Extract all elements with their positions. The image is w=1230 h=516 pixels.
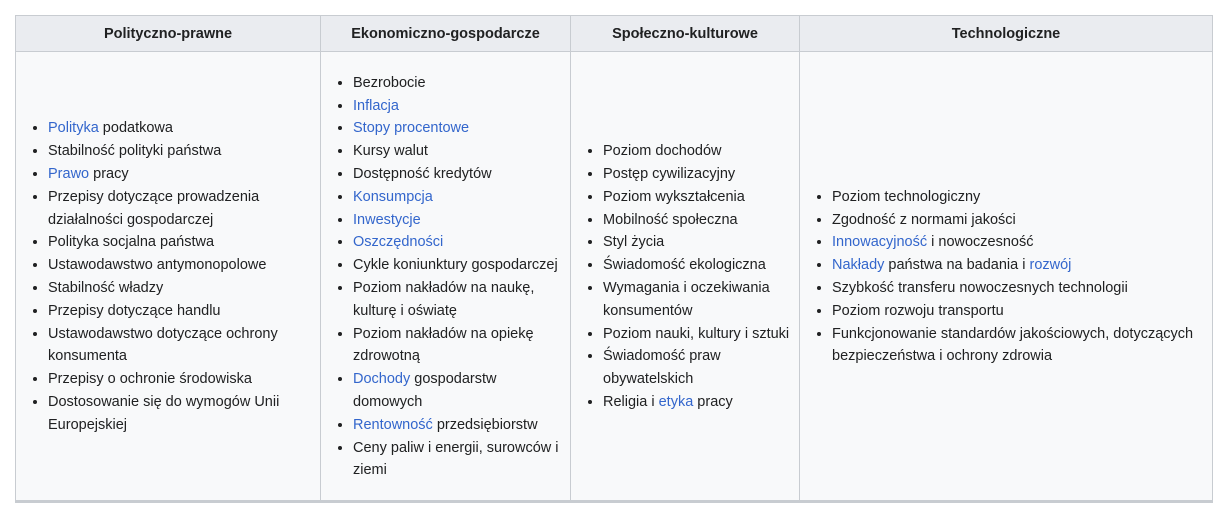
item-text: Poziom nakładów na opiekę zdrowotną <box>353 325 534 365</box>
list-item <box>48 117 312 140</box>
item-text: Ustawodawstwo dotyczące ochrony konsumenta <box>48 325 278 365</box>
list-item <box>48 277 312 300</box>
item-text: Bezrobocie <box>353 74 426 91</box>
item-text: Przepisy dotyczące handlu <box>48 302 221 319</box>
item-text: Kursy walut <box>353 143 428 160</box>
list-item <box>353 72 562 95</box>
item-text: państwa na badania i <box>884 257 1030 274</box>
item-text: Świadomość ekologiczna <box>603 257 766 274</box>
list-item <box>603 140 791 163</box>
list-item <box>603 277 791 323</box>
item-link[interactable]: etyka <box>658 393 694 410</box>
item-text: pracy <box>693 393 733 410</box>
item-text: Ceny paliw i energii, surowców i ziemi <box>353 439 559 479</box>
item-text: Religia i <box>603 393 659 410</box>
item-text: Poziom dochodów <box>603 143 722 160</box>
body-row <box>16 52 1213 502</box>
list-economic <box>329 72 562 482</box>
list-item <box>832 209 1204 232</box>
list-item <box>353 163 562 186</box>
item-link[interactable]: Rentowność <box>353 416 433 433</box>
cell-technological <box>800 52 1213 502</box>
list-item <box>603 391 791 414</box>
item-text: Ustawodawstwo antymonopolowe <box>48 257 267 274</box>
list-item <box>353 414 562 437</box>
item-text: pracy <box>89 166 129 183</box>
list-item <box>353 140 562 163</box>
item-link[interactable]: Nakłady <box>832 257 885 274</box>
item-text: Poziom wykształcenia <box>603 188 745 205</box>
list-item <box>353 117 562 140</box>
list-item <box>48 323 312 369</box>
header-row <box>16 16 1213 52</box>
list-item <box>603 209 791 232</box>
list-social <box>579 140 791 414</box>
item-text: Świadomość praw obywatelskich <box>603 348 721 388</box>
item-text: Postęp cywilizacyjny <box>603 166 736 183</box>
list-item <box>832 231 1204 254</box>
item-text: Cykle koniunktury gospodarczej <box>353 257 558 274</box>
item-text: przedsiębiorstw <box>432 416 538 433</box>
header-technological: Technologiczne <box>800 16 1213 52</box>
item-text: Dostosowanie się do wymogów Unii Europejskiej <box>48 393 280 433</box>
list-item <box>48 254 312 277</box>
list-item <box>353 368 562 414</box>
list-technological <box>808 186 1204 368</box>
list-item <box>48 391 312 437</box>
list-item <box>832 254 1204 277</box>
item-text: Dostępność kredytów <box>353 166 492 183</box>
list-item <box>832 277 1204 300</box>
item-text: Stabilność władzy <box>48 280 164 296</box>
cell-social <box>571 52 800 502</box>
item-link[interactable]: rozwój <box>1029 257 1072 274</box>
item-link[interactable]: Prawo <box>48 166 90 183</box>
item-link[interactable]: Dochody <box>353 371 411 388</box>
item-text: gospodarstw domowych <box>353 371 497 410</box>
list-item <box>832 323 1204 369</box>
list-item <box>603 231 791 254</box>
item-text: Poziom nauki, kultury i sztuki <box>603 325 790 342</box>
list-item <box>48 300 312 323</box>
list-item <box>353 231 562 254</box>
item-link[interactable]: Oszczędności <box>353 234 444 251</box>
list-item <box>353 323 562 369</box>
item-text: Polityka socjalna państwa <box>48 234 215 251</box>
item-text: Przepisy o ochronie środowiska <box>48 371 252 388</box>
item-link[interactable]: Inwestycje <box>353 211 421 228</box>
item-text: Styl życia <box>603 234 665 251</box>
item-link[interactable]: Innowacyjność <box>832 234 928 251</box>
item-text: Funkcjonowanie standardów jakościowych, dotyczących bezpieczeństwa i ochrony zdrowia <box>832 325 1194 365</box>
item-text: i nowoczesność <box>927 234 1034 251</box>
item-text: Mobilność społeczna <box>603 211 738 228</box>
header-political: Polityczno-prawne <box>16 16 321 52</box>
pest-table <box>15 15 1213 503</box>
item-text: Poziom rozwoju transportu <box>832 302 1004 319</box>
list-item <box>832 186 1204 209</box>
list-item <box>48 186 312 232</box>
item-link[interactable]: Stopy procentowe <box>353 120 470 137</box>
item-text: Zgodność z normami jakości <box>832 211 1016 228</box>
item-text: Przepisy dotyczące prowadzenia działalności gospodarczej <box>48 188 260 228</box>
list-item <box>603 254 791 277</box>
item-text: podatkowa <box>98 120 173 137</box>
list-item <box>353 277 562 323</box>
cell-economic <box>321 52 571 502</box>
list-item <box>353 186 562 209</box>
list-item <box>48 368 312 391</box>
item-text: Wymagania i oczekiwania konsumentów <box>603 280 770 319</box>
cell-political <box>16 52 321 502</box>
list-item <box>832 300 1204 323</box>
list-item <box>48 163 312 186</box>
list-item <box>48 231 312 254</box>
list-item <box>353 209 562 232</box>
item-text: Poziom nakładów na naukę, kulturę i oświatę <box>353 280 535 319</box>
list-item <box>353 95 562 118</box>
item-link[interactable]: Polityka <box>48 120 99 137</box>
list-item <box>353 437 562 483</box>
header-social: Społeczno-kulturowe <box>571 16 800 52</box>
item-text: Stabilność polityki państwa <box>48 143 222 160</box>
header-economic: Ekonomiczno-gospodarcze <box>321 16 571 52</box>
item-text: Szybkość transferu nowoczesnych technologii <box>832 280 1128 296</box>
list-item <box>48 140 312 163</box>
list-item <box>603 323 791 346</box>
list-political <box>24 117 312 436</box>
item-link[interactable]: Konsumpcja <box>353 188 433 205</box>
list-item <box>353 254 562 277</box>
list-item <box>603 345 791 391</box>
item-link[interactable]: Inflacja <box>353 97 399 114</box>
list-item <box>603 163 791 186</box>
list-item <box>603 186 791 209</box>
item-text: Poziom technologiczny <box>832 188 981 205</box>
